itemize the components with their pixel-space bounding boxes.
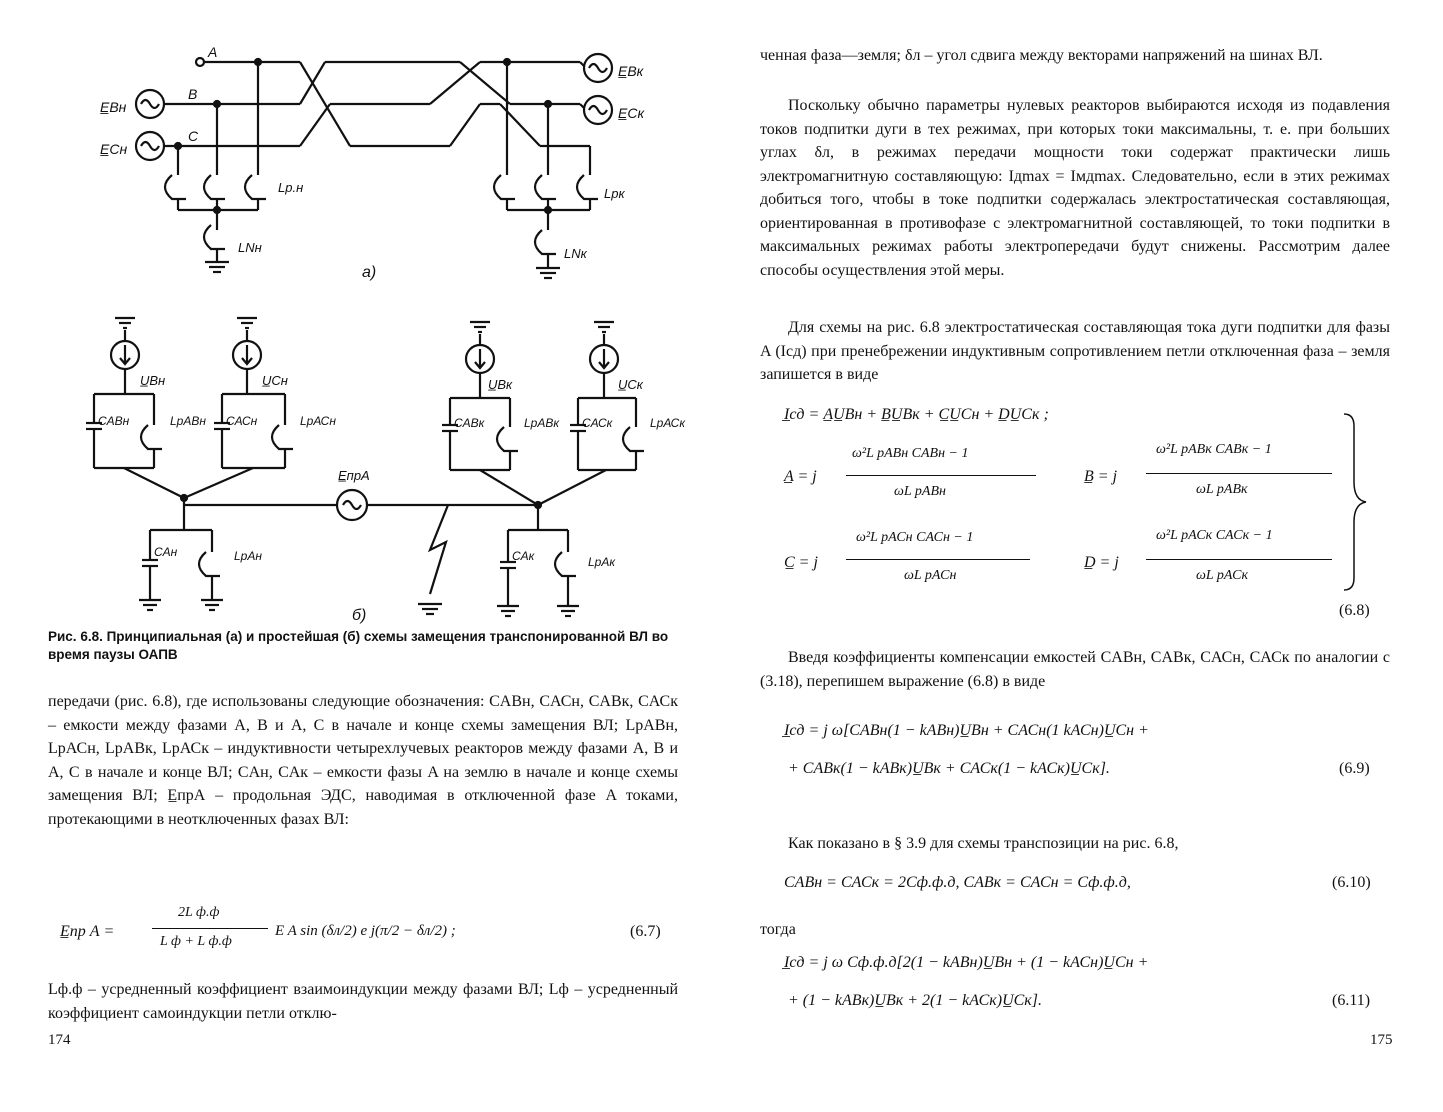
eq67-den: L ф + L ф.ф <box>160 934 232 949</box>
right-paragraph-0: ченная фаза—земля; δл – угол сдвига между векторами напряжений на шинах ВЛ. <box>760 47 1323 64</box>
figure-caption: Рис. 6.8. Принципиальная (а) и простейшая (б) схемы замещения транспонированной ВЛ во время паузы ОАПВ <box>48 629 669 662</box>
right-paragraph-5: тогда <box>760 921 796 938</box>
eq68-D: D̲ = j <box>1084 554 1119 571</box>
eq67-number: (6.7) <box>630 923 661 940</box>
eq68-C: C̲ = j <box>784 554 818 571</box>
label-LpAn: LрАн <box>234 549 262 563</box>
eq67-lhs: E̲пр А = <box>60 923 115 940</box>
eq68-B-den: ωL рАВк <box>1196 482 1248 497</box>
label-CACn: CАСн <box>226 414 258 428</box>
right-paragraph-4: Как показано в § 3.9 для схемы транспозиции на рис. 6.8, <box>788 835 1179 852</box>
eq68-C-num: ω²L рАСн CАСн − 1 <box>856 530 974 545</box>
right-paragraph-1: Поскольку обычно параметры нулевых реакторов выбираются исходя из подавления токов подпитки дуги в тех режимах, при которых токи максимальны, т. е. при больших углах δл, в режимах передачи мощности токи содержат практически лишь электромагнитную составляющую: Iдmax = Iмдmax. Следовательно, если в этих режимах добиться того, чтобы в токе подпитки содержалась электростатическая составляющая, ориентированная в противофазе с электромагнитной составляющей, то токи подпитки в максимальных режимах работы электропередачи будут снижены. Рассмотрим далее способы осуществления этой меры. <box>760 97 1390 279</box>
eq610-number: (6.10) <box>1332 874 1371 891</box>
label-LpACn: LрАСн <box>300 414 336 428</box>
label-EprA: E̲прА <box>338 468 370 483</box>
schematic-a <box>99 44 645 281</box>
eq69-number: (6.9) <box>1339 760 1370 777</box>
label-CACk: CАСк <box>582 416 613 430</box>
label-ECn: E̲Сн <box>100 141 128 157</box>
label-LpABn: LрАВн <box>170 414 206 428</box>
eq68-B: B̲ = j <box>1084 468 1118 485</box>
label-sub-b: б) <box>352 607 367 624</box>
eq610: CАВн = CАСк = 2Cф.ф.д, CАВк = CАСн = Cф.ф.д, <box>784 874 1131 891</box>
label-LpABk: LрАВк <box>524 416 560 430</box>
label-UCn: U̲Сн <box>262 373 288 388</box>
left-paragraph-1: передачи (рис. 6.8), где использованы следующие обозначения: CАВн, CАСн, CАВк, CАСк – емкости между фазами A, B и A, C в начале и конце схемы замещения ВЛ; LрАВн, LрАСн, LрАВк, LрАСк – индуктивности четырехлучевых реакторов между фазами A, B и A, C в начале и конце ВЛ; CАн, CАк – емкости фазы A на землю в начале и конце схемы замещения ВЛ; E̲прА – продольная ЭДС, наводимая в отключенной фазе A токами, протекающими в неотключенных фазах ВЛ: <box>48 693 678 828</box>
eq68-number: (6.8) <box>1339 602 1370 619</box>
label-CABk: CАВк <box>454 416 485 430</box>
label-CABn: CАВн <box>98 414 130 428</box>
eq67-num: 2L ф.ф <box>178 905 220 920</box>
eq68-B-num: ω²L рАВк CАВк − 1 <box>1156 442 1272 457</box>
label-UBk: U̲Вк <box>488 377 513 392</box>
label-LNk: LNк <box>564 246 587 261</box>
eq68-D-den: ωL рАСк <box>1196 568 1249 583</box>
eq68-D-num: ω²L рАСк CАСк − 1 <box>1156 528 1273 543</box>
eq611-line1: I̲сд = j ω Cф.ф.д[2(1 − kАВн)U̲Вн + (1 − kАСн)U̲Сн + <box>784 954 1149 971</box>
label-Lpk: Lрк <box>604 186 625 201</box>
equation-6-9 <box>784 718 1394 788</box>
schematic-b <box>86 318 686 624</box>
eq68-A-num: ω²L рАВн CАВн − 1 <box>852 446 969 461</box>
page-number-left: 174 <box>48 1032 71 1048</box>
label-ECk: E̲Ск <box>618 105 645 121</box>
eq67-rest: E A sin (δл/2) e j(π/2 − δл/2) ; <box>275 923 456 939</box>
eq68-A-den: ωL рАВн <box>894 484 946 499</box>
equation-6-8 <box>784 402 1394 622</box>
label-C: C <box>188 128 199 144</box>
page-number-right: 175 <box>1370 1032 1393 1048</box>
eq611-line2: + (1 − kАВк)U̲Вк + 2(1 − kАСк)U̲Ск]. <box>788 992 1043 1009</box>
equation-6-10 <box>784 870 1394 904</box>
right-page <box>722 0 1443 1112</box>
left-paragraph-2: Lф.ф – усредненный коэффициент взаимоиндукции между фазами ВЛ; Lф – усредненный коэффициент самоиндукции петли отклю- <box>48 981 678 1022</box>
label-UCk: U̲Ск <box>618 377 643 392</box>
right-paragraph-3: Введя коэффициенты компенсации емкостей CАВн, CАВк, CАСн, CАСк по аналогии с (3.18), перепишем выражение (6.8) в виде <box>760 649 1390 690</box>
label-A: A <box>208 44 218 60</box>
eq68-C-den: ωL рАСн <box>904 568 957 583</box>
label-LNn: LNн <box>238 240 262 255</box>
label-CAk: CАк <box>512 549 535 563</box>
eq68-line1: I̲сд = A̲U̲Вн + B̲U̲Вк + C̲U̲Сн + D̲U̲Ск ; <box>784 406 1049 423</box>
label-Lpn: Lр.н <box>278 180 304 195</box>
eq68-brace <box>1340 412 1370 592</box>
right-paragraph-2: Для схемы на рис. 6.8 электростатическая составляющая тока дуги подпитки для фазы A (Iсд) при пренебрежении индуктивным сопротивлением петли отключенная фаза – земля запишется в виде <box>760 319 1390 383</box>
label-UBn: U̲Вн <box>140 373 166 388</box>
label-B: B <box>188 86 198 102</box>
label-sub-a: а) <box>362 264 377 281</box>
label-LpACk: LрАСк <box>650 416 686 430</box>
eq69-line2: + CАВк(1 − kАВк)U̲Вк + CАСк(1 − kАСк)U̲Ск]. <box>788 760 1110 777</box>
label-CAn: CАн <box>154 545 178 559</box>
eq69-line1: I̲сд = j ω[CАВн(1 − kАВн)U̲Вн + CАСн(1 kАСн)U̲Сн + <box>784 722 1149 739</box>
label-EBn: E̲Вн <box>100 99 127 115</box>
label-LpAk: LрАк <box>588 555 616 569</box>
label-EBk: E̲Вк <box>618 63 644 79</box>
equation-6-11 <box>784 950 1394 1020</box>
figure-6-8 <box>0 0 722 630</box>
eq611-number: (6.11) <box>1332 992 1371 1009</box>
equation-6-7 <box>60 900 680 970</box>
eq68-A: A̲ = j <box>784 468 817 485</box>
